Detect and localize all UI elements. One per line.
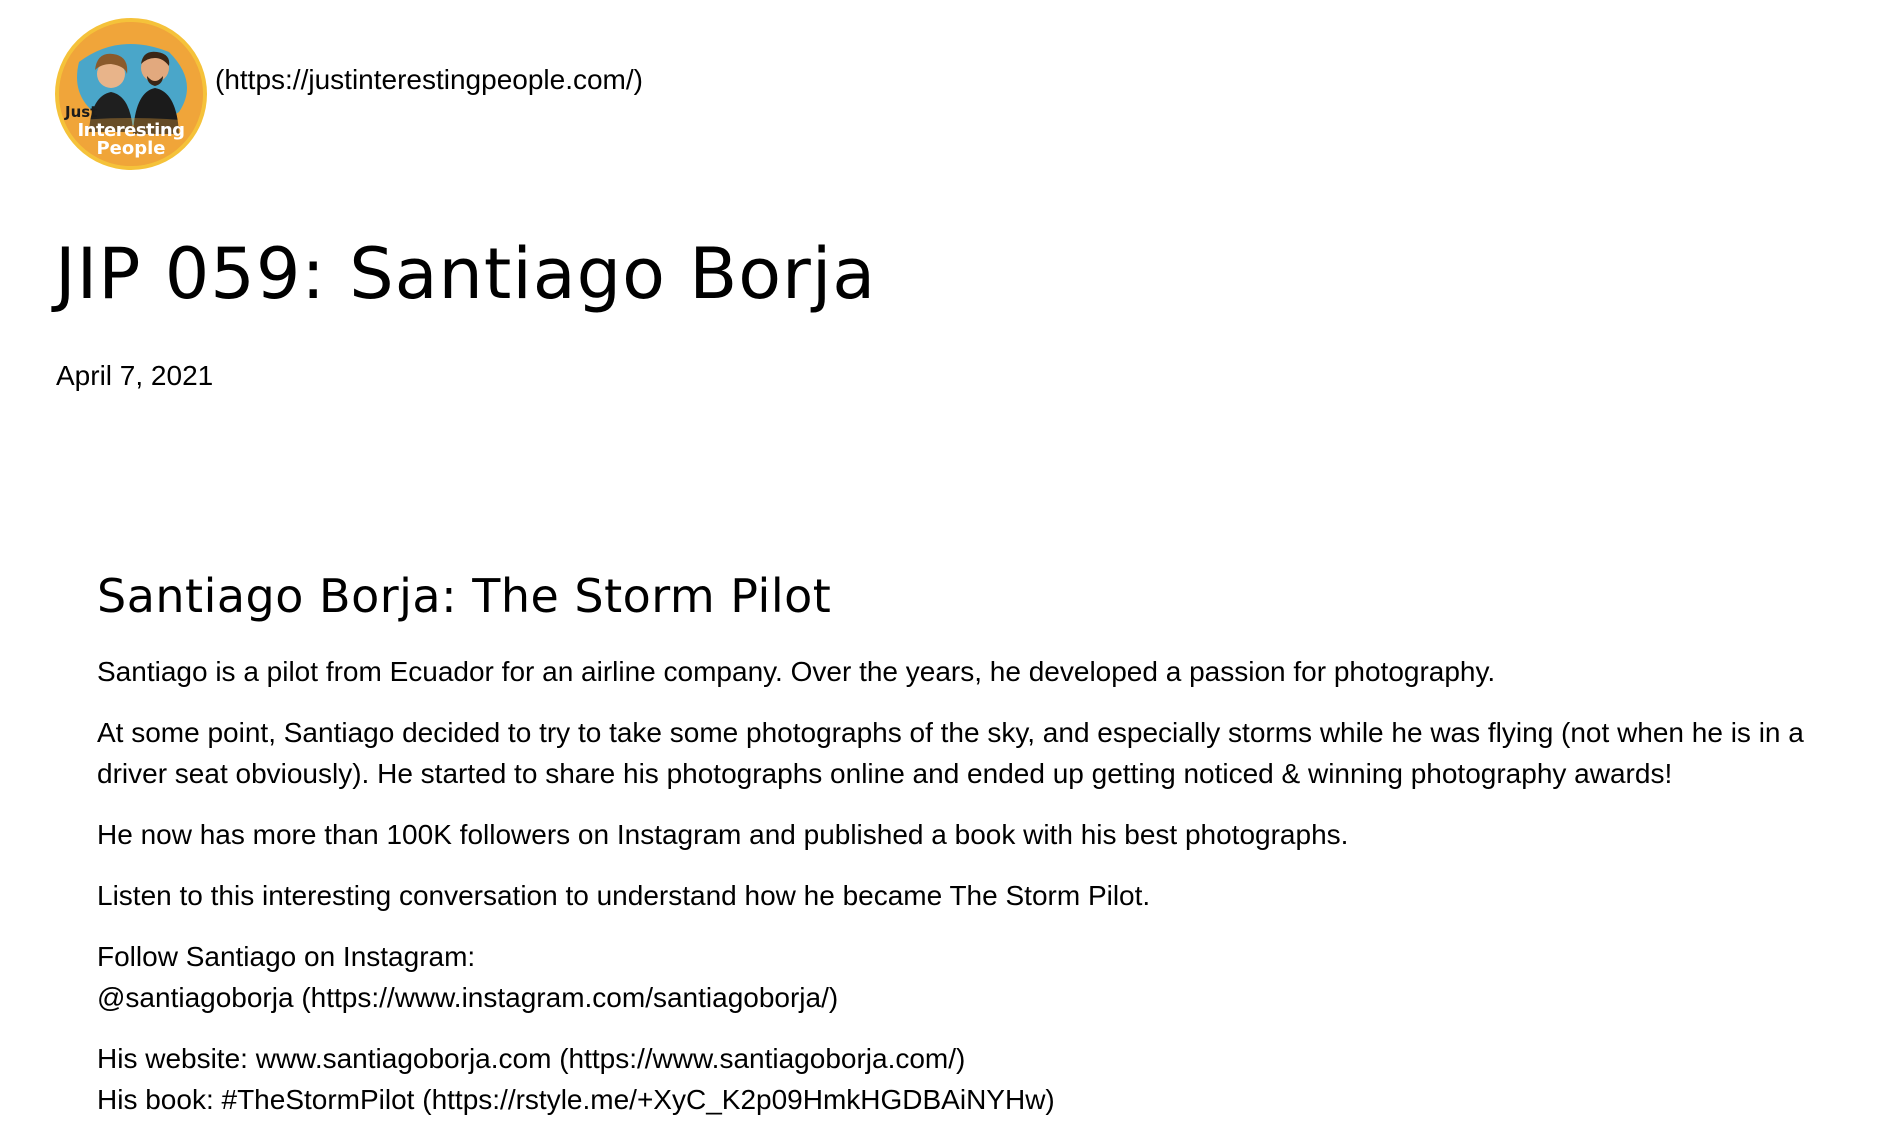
paragraph-storms: At some point, Santiago decided to try to take some photographs of the sky, and especially storms while he was flying (not when he is in a driver seat obviously). He started to share his photographs online and ended up getting noticed & winning photography awards! [97, 716, 1804, 789]
follow-block [97, 936, 1867, 1018]
site-url-link[interactable]: (https://justinterestingpeople.com/) [215, 64, 643, 95]
paragraph-followers: He now has more than 100K followers on Instagram and published a book with his best photographs. [97, 818, 1349, 850]
website-link[interactable]: His website: www.santiagoborja.com (https://www.santiagoborja.com/) [97, 1042, 966, 1074]
post-date: April 7, 2021 [56, 360, 214, 391]
post-subtitle: Santiago Borja: The Storm Pilot [97, 569, 832, 623]
podcast-logo-icon[interactable] [55, 18, 207, 170]
post-title: JIP 059: Santiago Borja [55, 233, 877, 315]
instagram-link[interactable]: @santiagoborja (https://www.instagram.com/santiagoborja/) [97, 981, 839, 1013]
logo-text-people: People [96, 138, 166, 159]
logo-text-just: Just [65, 103, 98, 121]
paragraph-intro: Santiago is a pilot from Ecuador for an airline company. Over the years, he developed a passion for photography. [97, 655, 1496, 687]
book-link[interactable]: His book: #TheStormPilot (https://rstyle.me/+XyC_K2p09HmkHGDBAiNYHw) [97, 1083, 1055, 1115]
site-header [55, 18, 643, 170]
logo-text-interesting: Interesting [77, 120, 185, 141]
follow-label: Follow Santiago on Instagram: [97, 940, 476, 972]
post-content [97, 570, 1867, 1140]
links-block [97, 1038, 1867, 1120]
paragraph-listen: Listen to this interesting conversation to understand how he became The Storm Pilot. [97, 879, 1151, 911]
